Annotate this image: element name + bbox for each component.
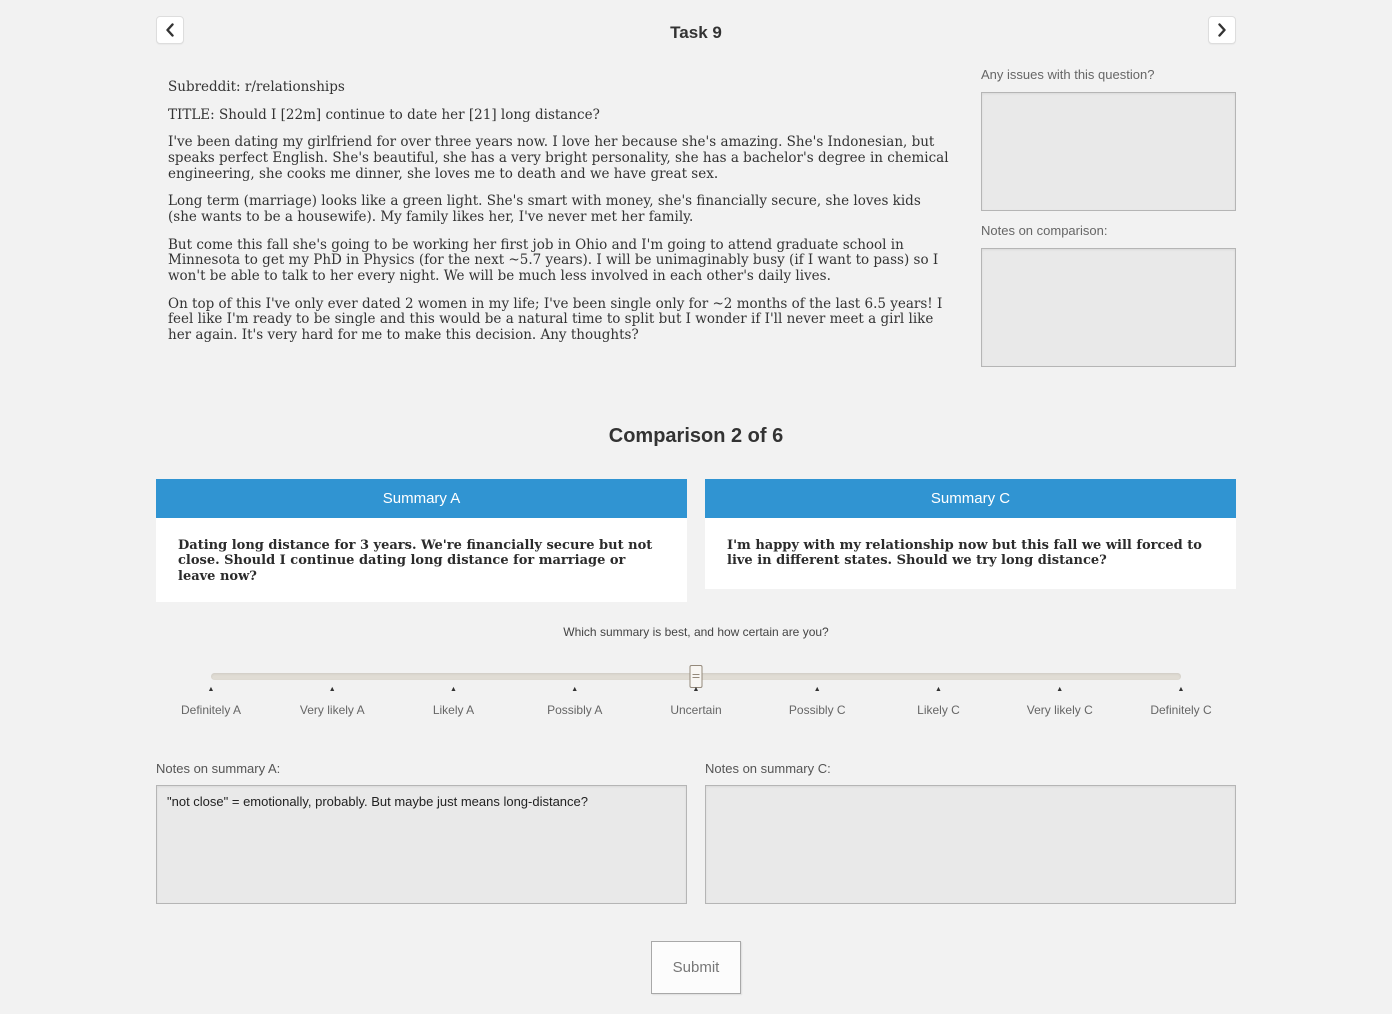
- chevron-right-icon: [1217, 23, 1227, 37]
- slider-tick: ▲ Very likely C: [1026, 685, 1093, 717]
- slider-tick: ▲ Possibly A: [547, 685, 603, 717]
- notes-summary-a: [156, 761, 687, 904]
- chevron-left-icon: [165, 23, 175, 37]
- side-panel: [981, 64, 1236, 379]
- post-subreddit: Subreddit: r/relationships: [168, 79, 345, 95]
- submit-button[interactable]: Submit: [651, 941, 742, 994]
- slider-tick: ▲ Very likely A: [299, 685, 365, 717]
- main-row: [156, 64, 1236, 379]
- triangle-up-icon: ▲: [1177, 685, 1185, 693]
- summary-c-header: Summary C: [705, 479, 1236, 518]
- summary-c-card: [705, 479, 1236, 602]
- summary-cards: [156, 479, 1236, 602]
- post-title: TITLE: Should I [22m] continue to date her [21] long distance?: [168, 106, 600, 123]
- notes-summary-c: [705, 761, 1236, 904]
- slider-tick: ▲ Definitely C: [1150, 685, 1212, 717]
- page-title: Task 9: [670, 23, 722, 42]
- notes-summary-c-textarea[interactable]: [705, 785, 1236, 904]
- task-page: [156, 0, 1236, 994]
- summary-a-text: Dating long distance for 3 years. We're financially secure but not close. Should I continue dating long distance for marriage or leave now?: [156, 518, 687, 602]
- triangle-up-icon: ▲: [207, 685, 215, 693]
- post-paragraph: On top of this I've only ever dated 2 women in my life; I've been single only for ~2 months of the last 6.5 years! I feel like I'm ready to be single and this would be a natural time to split but I wonder if I'll never meet a girl like her again. It's very hard for me to make this decision. Any thoughts?: [168, 295, 943, 343]
- slider-question: Which summary is best, and how certain are you?: [563, 624, 829, 639]
- notes-summary-c-label: Notes on summary C:: [705, 760, 831, 776]
- triangle-up-icon: ▲: [450, 685, 457, 693]
- next-task-button[interactable]: [1208, 16, 1236, 44]
- issues-label: Any issues with this question?: [981, 67, 1155, 82]
- comparison-notes-label: Notes on comparison:: [981, 223, 1108, 238]
- summary-c-text: I'm happy with my relationship now but this fall we will forced to live in different states. Should we try long distance?: [705, 518, 1236, 589]
- certainty-slider: [180, 673, 1212, 733]
- issues-textarea[interactable]: [981, 92, 1236, 211]
- triangle-up-icon: ▲: [692, 685, 700, 693]
- post-paragraph: But come this fall she's going to be working her first job in Ohio and I'm going to attend graduate school in Minnesota to get my PhD in Physics (for the next ~5.7 years). I will be unimaginably busy (if I want to pass) so I won't be able to talk to her every night. We will be much less involved in each other's daily lives.: [168, 236, 939, 284]
- slider-tick: ▲ Likely C: [917, 685, 960, 717]
- notes-row: [156, 761, 1236, 904]
- slider-tick: ▲ Definitely A: [180, 685, 242, 717]
- comparison-notes-textarea[interactable]: [981, 248, 1236, 367]
- slider-track[interactable]: [211, 673, 1181, 680]
- submit-row: [156, 941, 1236, 994]
- comparison-heading: Comparison 2 of 6: [608, 425, 784, 447]
- triangle-up-icon: ▲: [813, 685, 821, 693]
- triangle-up-icon: ▲: [935, 685, 942, 693]
- triangle-up-icon: ▲: [571, 685, 579, 693]
- summary-a-header: Summary A: [156, 479, 687, 518]
- slider-ticks: [180, 685, 1212, 733]
- grip-lines-icon: [693, 674, 700, 675]
- slider-tick: ▲ Uncertain: [670, 685, 722, 717]
- slider-tick: ▲ Likely A: [432, 685, 475, 717]
- grip-lines-icon: [693, 677, 700, 678]
- post-paragraph: I've been dating my girlfriend for over three years now. I love her because she's amazing. She's Indonesian, but speaks perfect English. She's beautiful, she has a very bright personality, she has a bachelor's degree in chemical engineering, she cooks me dinner, she loves me to death and we have great sex.: [168, 134, 949, 182]
- topbar: [156, 16, 1236, 64]
- summary-a-card: [156, 479, 687, 602]
- slider-tick: ▲ Possibly C: [788, 685, 846, 717]
- notes-summary-a-label: Notes on summary A:: [156, 760, 281, 776]
- notes-summary-a-textarea[interactable]: [156, 785, 687, 904]
- triangle-up-icon: ▲: [1056, 685, 1064, 693]
- post-content: [156, 64, 952, 356]
- prev-task-button[interactable]: [156, 16, 184, 44]
- triangle-up-icon: ▲: [328, 685, 336, 693]
- post-paragraph: Long term (marriage) looks like a green light. She's smart with money, she's financially secure, she loves kids (she wants to be a housewife). My family likes her, I've never met her family.: [168, 193, 921, 225]
